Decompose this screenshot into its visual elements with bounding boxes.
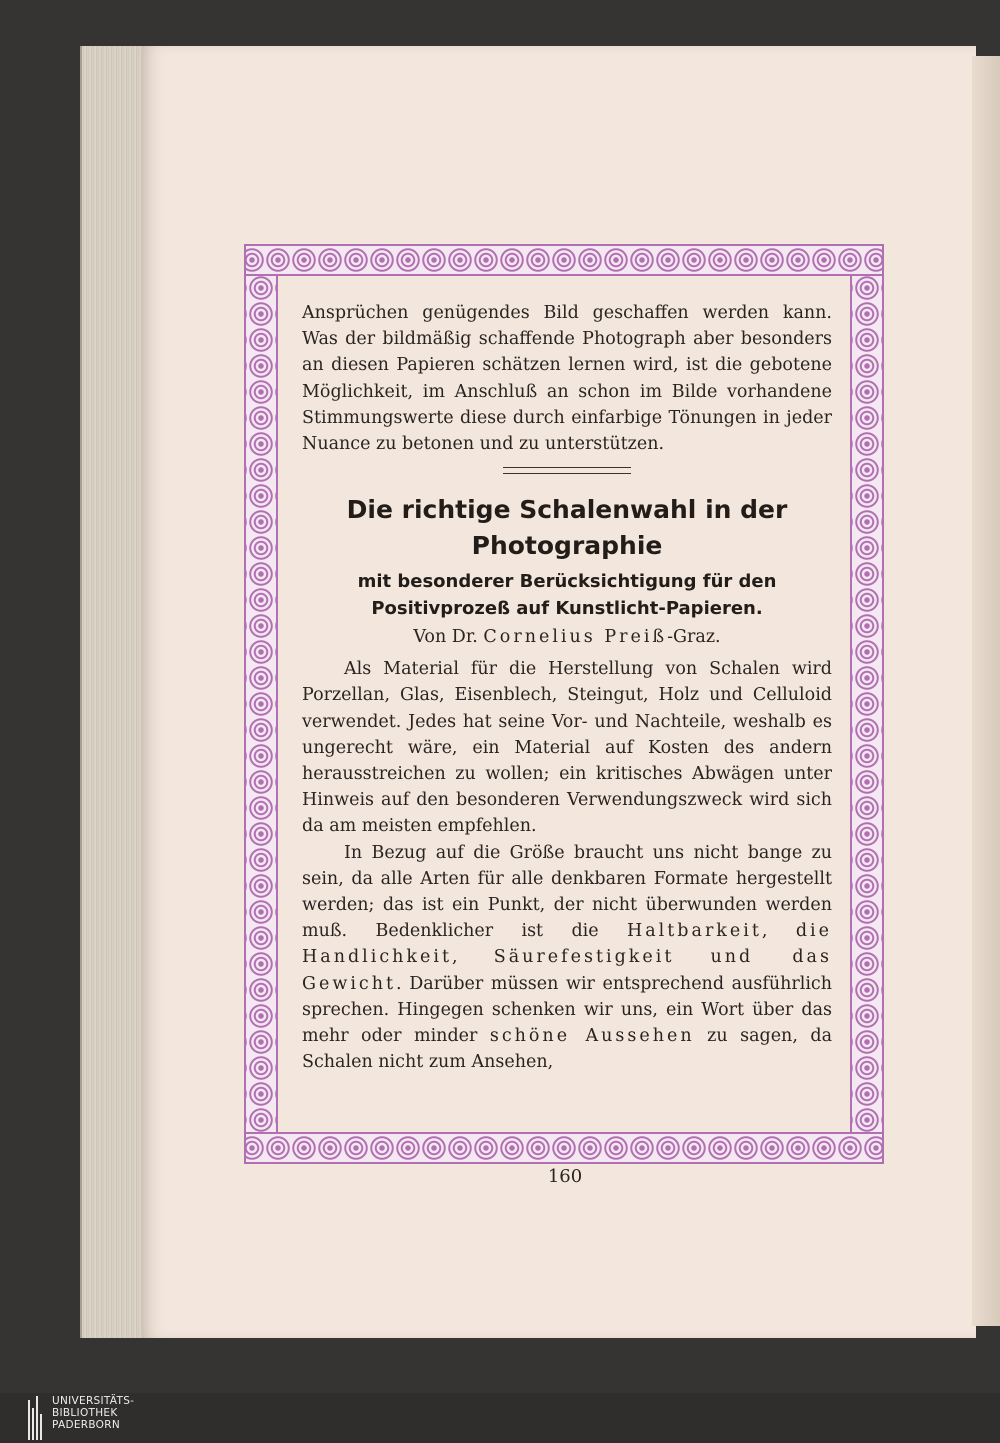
- byline-prefix: Von Dr.: [413, 627, 478, 648]
- article-title: Die richtige Schalenwahl in der Photographie: [346, 495, 788, 561]
- intro-paragraph: Ansprüchen genügendes Bild geschaffen werden kann. Was der bildmäßig schaffende Photograph aber besonders an diesen Papieren schätzen lernen wird, ist die gebotene Möglichkeit, im Anschluß an schon im Bilde vorhandene Stimmungswerte diese durch einfarbige Tönungen in jeder Nuance zu betonen und zu unterstützen.: [302, 303, 832, 455]
- emphasis-gewicht: und das Gewicht: [302, 947, 832, 994]
- p2-comma-1: ,: [761, 921, 796, 942]
- page-number: 160: [547, 1166, 583, 1187]
- border-left: [244, 274, 278, 1134]
- library-footer: [0, 1393, 1000, 1443]
- emphasis-handlichkeit: die Handlichkeit: [302, 921, 832, 968]
- book-right-edge: [972, 56, 1000, 1326]
- page-text: [302, 300, 832, 1075]
- logo-line-3: PADERBORN: [52, 1419, 120, 1431]
- p2-text-b: . Darüber müssen wir entsprechend ausführlich sprechen. Hingegen schenken wir uns, ein Wort über das mehr oder minder: [302, 973, 832, 1047]
- article-subtitle: mit besonderer Berücksichtigung für den Positivprozeß auf Kunstlicht-Papieren.: [357, 571, 777, 620]
- p2-comma-2: ,: [452, 947, 494, 968]
- border-top: [244, 244, 884, 276]
- section-divider: [503, 467, 631, 474]
- emphasis-saurefestigkeit: Säurefestigkeit: [493, 947, 675, 968]
- author-place: -Graz.: [667, 627, 721, 648]
- author-name: Cornelius Preiß: [483, 627, 668, 648]
- border-bottom: [244, 1132, 884, 1164]
- paragraph-1: Als Material für die Herstellung von Schalen wird Porzellan, Glas, Eisenblech, Steingut, Holz und Celluloid verwendet. Jedes hat seine Vor- und Nachteile, weshalb es ungerecht wäre, ein Material auf Kosten des andern herausstreichen zu wollen; ein kritisches Abwägen unter Hinweis auf den besonderen Verwendungszweck wird sich da am meisten empfehlen.: [302, 659, 832, 837]
- p2-space: [674, 947, 710, 967]
- p2-text-a: In Bezug auf die Größe braucht uns nicht bange zu sein, da alle Arten für alle denkbaren Formate hergestellt werden; das ist ein Punkt, der nicht überwunden werden muß. Bedenklicher ist die: [302, 842, 832, 942]
- emphasis-schone-aussehen: schöne Aussehen: [489, 1026, 695, 1047]
- library-logo-icon: [28, 1396, 44, 1440]
- emphasis-haltbarkeit: Haltbarkeit: [626, 921, 762, 942]
- paragraph-2: [302, 840, 832, 1076]
- p2-text-c: zu sagen, da Schalen nicht zum Ansehen,: [302, 1026, 832, 1073]
- logo-line-1: UNIVERSITÄTS-: [52, 1395, 135, 1407]
- library-logo-text: [52, 1395, 134, 1431]
- logo-line-2: BIBLIOTHEK: [52, 1407, 118, 1419]
- border-right: [850, 274, 884, 1134]
- byline: [302, 624, 832, 650]
